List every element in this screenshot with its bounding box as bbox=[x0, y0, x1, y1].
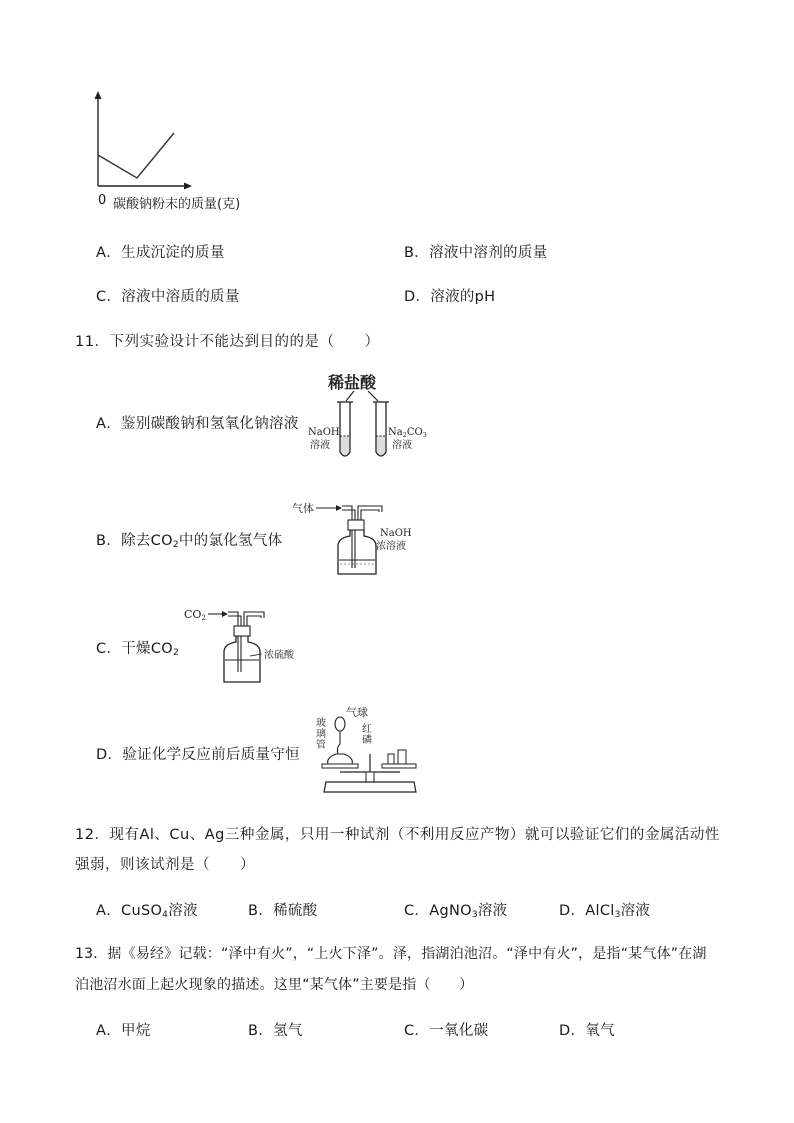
fig-c-gas: CO2 bbox=[184, 608, 206, 622]
weight-2 bbox=[398, 750, 406, 764]
gas-bottle bbox=[338, 530, 376, 574]
graph-xlabel: 碳酸钠粉末的质量(克) bbox=[113, 197, 241, 212]
fig-b-reagent: NaOH bbox=[380, 528, 412, 539]
option-text: 干燥CO bbox=[121, 641, 173, 657]
right-tube-label: $Na_2CO_3$ bbox=[388, 427, 427, 439]
q13-stem-line1: 13．据《易经》记载：“泽中有火”，“上火下泽”。泽，指湖泊池沼。“泽中有火”，是指“某气体”在湖 bbox=[75, 946, 707, 962]
option-sub: 3 bbox=[471, 910, 478, 920]
option-text: 甲烷 bbox=[121, 1023, 151, 1039]
option-letter: C． bbox=[96, 641, 122, 657]
glass-tube bbox=[337, 731, 340, 754]
option-letter: A． bbox=[96, 903, 122, 919]
option-letter: D． bbox=[559, 1023, 586, 1039]
q10-option-d[interactable] bbox=[404, 285, 495, 306]
gas-bottle bbox=[224, 636, 260, 682]
q11-fig-b bbox=[292, 498, 416, 580]
option-letter: A． bbox=[96, 1023, 122, 1039]
option-letter: B． bbox=[248, 903, 274, 919]
tube-label-1: 玻 bbox=[316, 718, 326, 729]
gas-arrow-head bbox=[336, 505, 342, 511]
q10-curve bbox=[98, 133, 174, 178]
option-letter: B． bbox=[248, 1023, 274, 1039]
fig-b-gas: 气体 bbox=[292, 502, 314, 515]
q13-stem-line2: 泊池沼水面上起火现象的描述。这里“某气体”主要是指（ ） bbox=[75, 977, 474, 993]
left-tube-solution: 溶液 bbox=[310, 440, 330, 451]
option-text-post: 中的氯化氢气体 bbox=[178, 533, 283, 549]
arrow-line-left bbox=[346, 391, 354, 401]
option-text: 验证化学反应前后质量守恒 bbox=[122, 747, 300, 763]
q11-option-d[interactable] bbox=[96, 743, 300, 764]
fig-a-title: 稀盐酸 bbox=[328, 373, 377, 392]
q12-stem-line2: 强弱，则该试剂是（ ） bbox=[75, 857, 255, 873]
q11-fig-a bbox=[306, 372, 428, 464]
option-letter: D． bbox=[559, 903, 586, 919]
option-letter: D． bbox=[404, 289, 431, 305]
option-text-post: 溶液 bbox=[168, 903, 198, 919]
right-pan bbox=[382, 764, 416, 768]
arrow-line-right bbox=[368, 391, 378, 401]
q10-option-b[interactable] bbox=[404, 241, 547, 262]
phosphorus-label-1: 红 bbox=[362, 724, 372, 735]
q10-option-a[interactable] bbox=[96, 241, 225, 262]
option-letter: B． bbox=[404, 245, 430, 261]
fig-b-reagent2: 浓溶液 bbox=[376, 541, 406, 552]
q12-option-d[interactable] bbox=[559, 899, 650, 920]
option-text: 氢气 bbox=[273, 1023, 303, 1039]
option-text: 除去CO bbox=[121, 533, 173, 549]
q11-stem: 11．下列实验设计不能达到目的的是（ ） bbox=[75, 334, 380, 350]
tube-label-3: 管 bbox=[316, 740, 326, 751]
weight-1 bbox=[388, 754, 394, 764]
q11-fig-c bbox=[184, 604, 294, 686]
option-letter: C． bbox=[96, 289, 122, 305]
option-text: 鉴别碳酸钠和氢氧化钠溶液 bbox=[121, 416, 299, 432]
q12-option-a[interactable] bbox=[96, 899, 198, 920]
q11-option-a[interactable] bbox=[96, 412, 299, 433]
q12-option-c[interactable] bbox=[404, 899, 507, 920]
q13-option-b[interactable] bbox=[248, 1019, 303, 1040]
q13-option-c[interactable] bbox=[404, 1019, 488, 1040]
option-text: 溶液的pH bbox=[430, 289, 496, 305]
tube-liquid-right bbox=[377, 436, 385, 455]
option-letter: A． bbox=[96, 245, 122, 261]
balloon bbox=[335, 717, 345, 731]
tube-liquid-left bbox=[341, 436, 349, 455]
option-text: 一氧化碳 bbox=[429, 1023, 489, 1039]
option-text-post: 溶液 bbox=[477, 903, 508, 919]
left-pan bbox=[322, 764, 358, 768]
fig-c-reagent: 浓硫酸 bbox=[264, 650, 294, 661]
option-text: 氧气 bbox=[585, 1023, 615, 1039]
q13-option-d[interactable] bbox=[559, 1019, 615, 1040]
q11-option-b[interactable] bbox=[96, 529, 282, 550]
option-text: 溶液中溶剂的质量 bbox=[429, 245, 548, 261]
gas-arrow-head bbox=[222, 611, 228, 617]
option-sub: 2 bbox=[172, 540, 179, 550]
balance-column bbox=[366, 772, 374, 782]
balance-base bbox=[324, 782, 416, 792]
option-sub: 4 bbox=[162, 910, 169, 920]
flask bbox=[328, 754, 353, 764]
option-sub: 3 bbox=[614, 910, 621, 920]
stopper bbox=[234, 626, 250, 636]
option-letter: D． bbox=[96, 747, 123, 763]
stopper bbox=[348, 520, 364, 530]
option-sub: 2 bbox=[172, 648, 180, 658]
option-text: 生成沉淀的质量 bbox=[121, 245, 225, 261]
q10-graph bbox=[86, 88, 196, 190]
q10-option-c[interactable] bbox=[96, 285, 240, 306]
left-tube-label: NaOH bbox=[308, 427, 340, 438]
option-text-post: 溶液 bbox=[620, 903, 651, 919]
right-tube-solution: 溶液 bbox=[392, 440, 412, 451]
q11-option-c[interactable] bbox=[96, 637, 179, 658]
q11-fig-d bbox=[312, 702, 424, 796]
option-letter: B． bbox=[96, 533, 122, 549]
option-letter: A． bbox=[96, 416, 122, 432]
option-text: 溶液中溶质的质量 bbox=[121, 289, 240, 305]
phosphorus-label-2: 磷 bbox=[362, 735, 372, 746]
option-text: 稀硫酸 bbox=[273, 903, 318, 919]
option-text: CuSO bbox=[121, 903, 163, 919]
x-axis-arrow bbox=[184, 183, 192, 190]
q13-option-a[interactable] bbox=[96, 1019, 151, 1040]
graph-origin: 0 bbox=[98, 193, 107, 208]
option-text: AgNO bbox=[429, 903, 472, 919]
balloon-label: 气球 bbox=[346, 706, 368, 719]
option-letter: C． bbox=[404, 1023, 430, 1039]
y-axis-arrow bbox=[95, 91, 102, 99]
q12-option-b[interactable] bbox=[248, 899, 317, 920]
tube-label-2: 璃 bbox=[316, 729, 326, 740]
option-text: AlCl bbox=[585, 903, 615, 919]
option-letter: C． bbox=[404, 903, 430, 919]
q12-stem-line1: 12．现有Al、Cu、Ag三种金属，只用一种试剂（不利用反应产物）就可以验证它们的金属活动性 bbox=[75, 827, 720, 843]
